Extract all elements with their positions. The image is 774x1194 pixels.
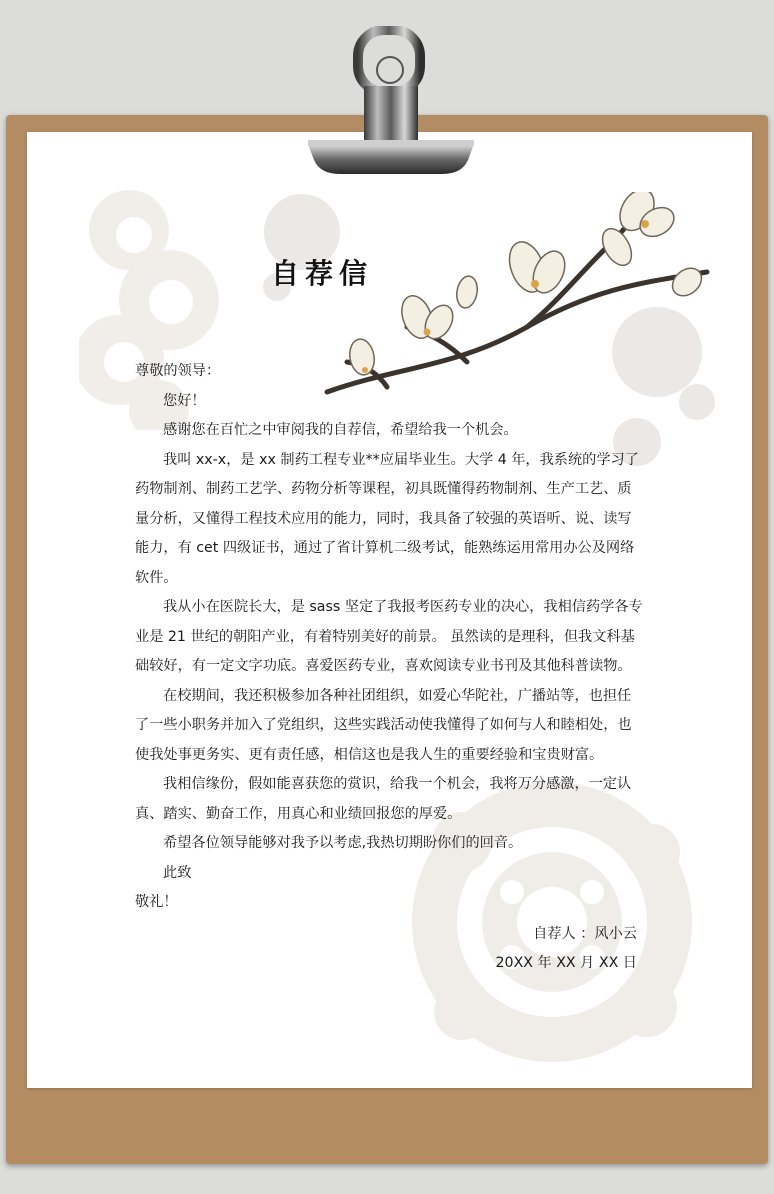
signature: 自荐人 ：风小云	[533, 925, 637, 942]
paragraph-education: 我叫 xx-x，是 xx 制药工程专业**应届毕业生。大学 4 年，我系统的学习了药物制剂、制药工艺学、药物分析等课程，初具既懂得药物制剂、生产工艺、质量分析，又懂得工程技术应用的能力，同时，我具备了较强的英语听、说、读写能力，有 cet 四级证书，通过了省计算机二级考试，能熟练运用常用办公及网络软件。	[135, 451, 639, 586]
paragraph-request: 我相信缘份，假如能喜获您的赏识，给我一个机会，我将万分感激，一定认真、踏实、勤奋工作，用真心和业绩回报您的厚爱。	[135, 776, 632, 822]
binder-clip-icon	[302, 26, 480, 178]
letter-paper	[27, 132, 752, 1088]
greeting: 您好！	[163, 392, 206, 409]
letter-title: 自荐信	[270, 257, 373, 290]
paragraph-hope: 希望各位领导能够对我予以考虑,我热切期盼你们的回音。	[163, 835, 523, 851]
salutation: 尊敬的领导：	[135, 363, 221, 379]
date: 20XX 年 XX 月 XX 日	[495, 955, 637, 971]
letter-body	[135, 357, 645, 979]
paragraph-activities: 在校期间，我还积极参加各种社团组织，如爱心华陀社，广播站等，也担任了一些小职务并加入了党组织，这些实践活动使我懂得了如何与人和睦相处，也使我处事更务实、更有责任感，相信这也是我人生的重要经验和宝贵财富。	[135, 687, 632, 763]
closing: 此致	[163, 864, 192, 881]
paragraph-motivation: 我从小在医院长大，是 sass 坚定了我报考医药专业的决心，我相信药学各专业是 21 世纪的朝阳产业，有着特别美好的前景。 虽然读的是理科，但我文科基础较好，有一定文字功底。喜爱医药专业，喜欢阅读专业书刊及其他科普读物。	[135, 599, 643, 674]
paragraph-thanks: 感谢您在百忙之中审阅我的自荐信，希望给我一个机会。	[163, 422, 518, 438]
regards: 敬礼！	[135, 894, 178, 910]
